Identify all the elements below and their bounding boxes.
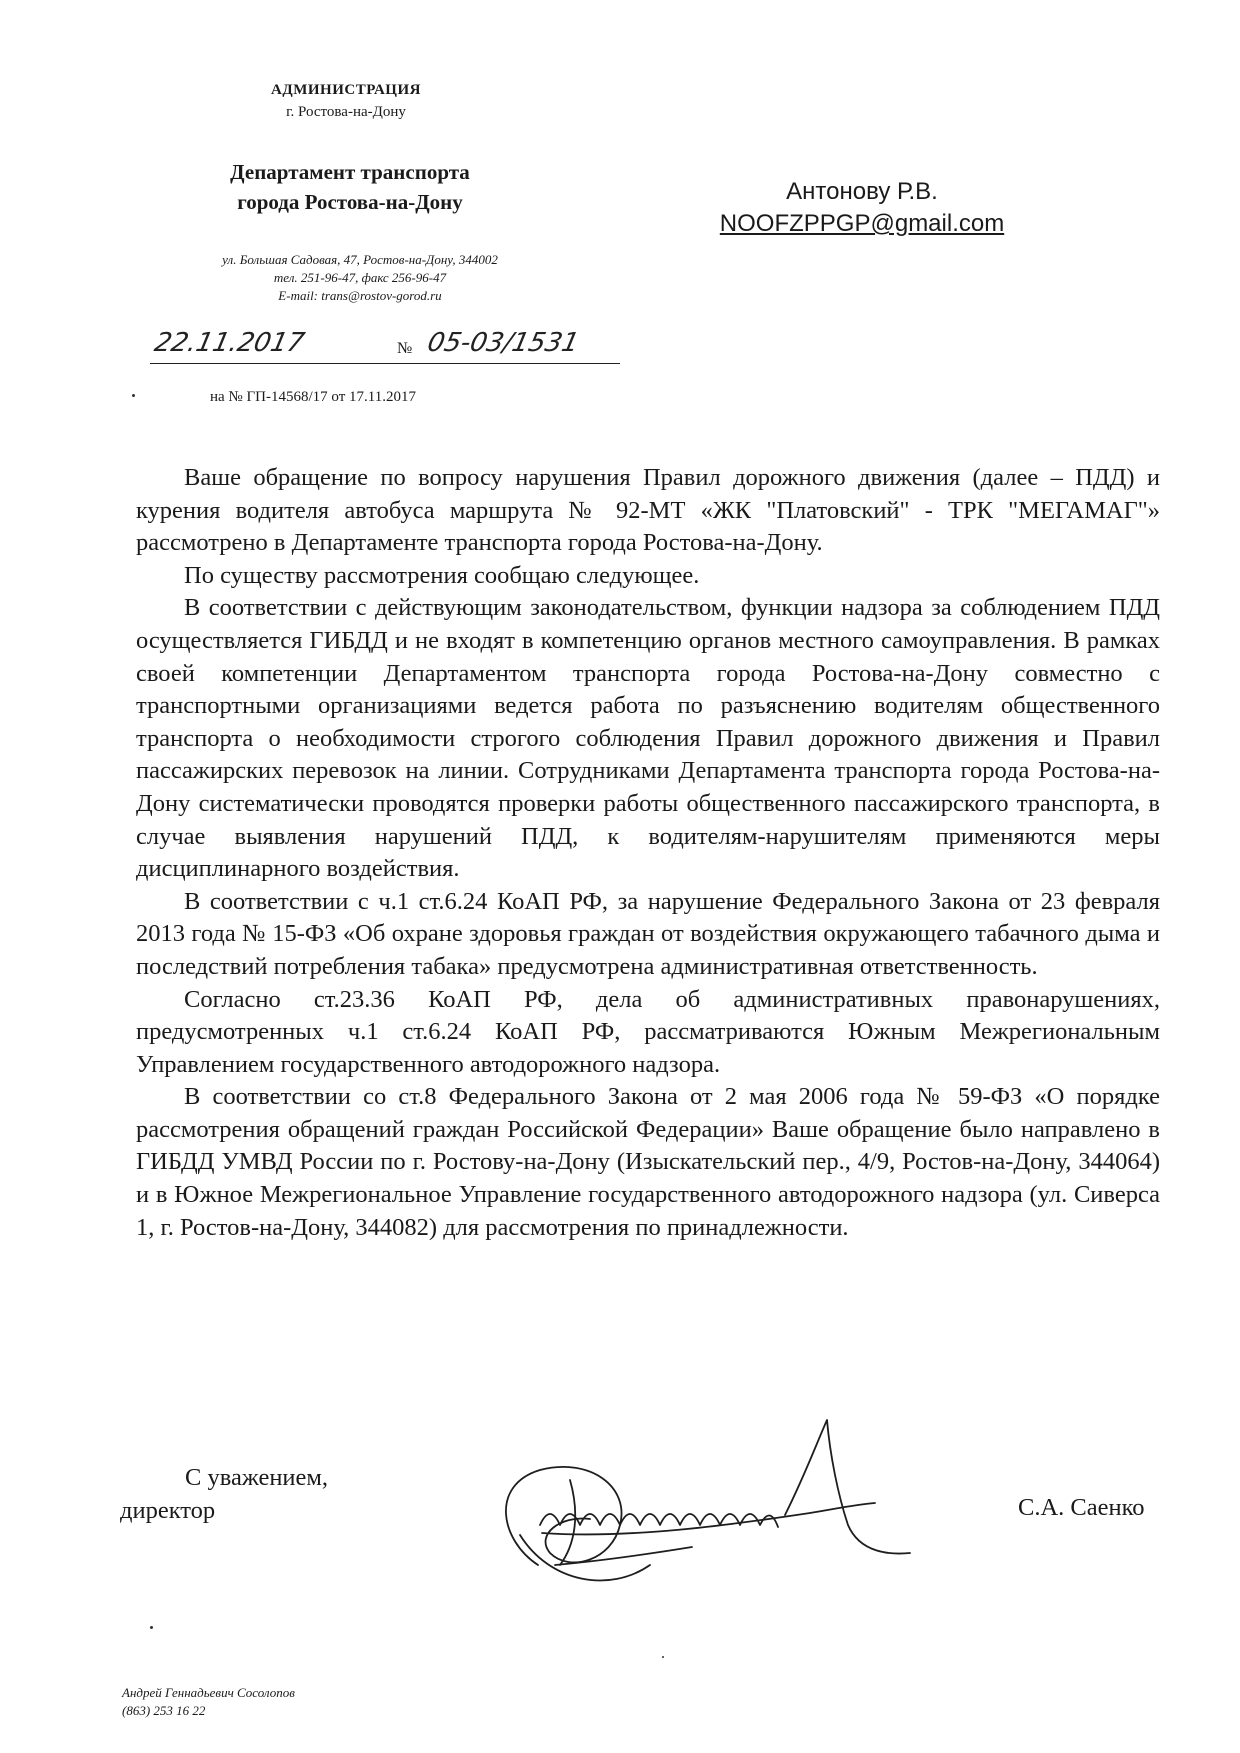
scan-speck bbox=[132, 394, 135, 397]
department-phones: тел. 251-96-47, факс 256-96-47 bbox=[273, 270, 447, 285]
registration-date: 22.11.2017 bbox=[151, 328, 308, 358]
registration-number-sign: № bbox=[397, 340, 413, 357]
department-name-line2: города Ростова-на-Дону bbox=[237, 190, 463, 214]
department-email: E-mail: trans@rostov-gorod.ru bbox=[278, 288, 442, 303]
executor-phone: (863) 253 16 22 bbox=[122, 1703, 206, 1718]
body-paragraph: В соответствии с действующим законодательством, функции надзора за соблюдением ПДД осуществляется ГИБДД и не входят в компетенцию органов местного самоуправления. В рамках своей компетенции Департаментом транспорта города Ростова-на-Дону совместно с транспортными организациями ведется работа по разъяснению водителям общественного транспорта о необходимости строгого соблюдения Правил дорожного движения и Правил пассажирских перевозок на линии. Сотрудниками Департамента транспорта города Ростова-на-Дону систематически проводятся проверки работы общественного пассажирского транспорта, в случае выявления нарушений ПДД, к водителям-нарушителям применяются меры дисциплинарного воздействия. bbox=[136, 594, 1160, 883]
signer-position: директор bbox=[120, 1497, 216, 1524]
scan-speck bbox=[662, 1656, 664, 1658]
letter-body bbox=[136, 462, 1160, 1244]
body-paragraph: В соответствии с ч.1 ст.6.24 КоАП РФ, за нарушение Федерального Закона от 23 февраля 2013 года № 15-ФЗ «Об охране здоровья граждан от воздействия окружающего табачного дыма и последствий потребления табака» предусмотрена административная ответственность. bbox=[136, 887, 1160, 980]
department-name-line1: Департамент транспорта bbox=[230, 160, 470, 184]
addressee-email: NOOFZPPGP@gmail.com bbox=[719, 210, 1005, 237]
body-paragraph: В соответствии со ст.8 Федерального Закона от 2 мая 2006 года № 59-ФЗ «О порядке рассмотрения обращений граждан Российской Федерации» Ваше обращение было направлено в ГИБДД УМВД России по г. Ростову-на-Дону (Изыскательский пер., 4/9, Ростов-на-Дону, 344064) и в Южное Межрегиональное Управление государственного автодорожного надзора (ул. Сиверса 1, г. Ростов-на-Дону, 344082) для рассмотрения по принадлежности. bbox=[136, 1083, 1160, 1241]
body-paragraph: Ваше обращение по вопросу нарушения Правил дорожного движения (далее – ПДД) и курения водителя автобуса маршрута № 92-МТ «ЖК "Платовский" - ТРК "МЕГАМАГ"» рассмотрено в Департаменте транспорта города Ростова-на-Дону. bbox=[136, 464, 1160, 557]
body-paragraph: По существу рассмотрения сообщаю следующее. bbox=[184, 561, 700, 589]
department-address: ул. Большая Садовая, 47, Ростов-на-Дону, 344002 bbox=[222, 252, 498, 267]
closing-phrase: С уважением, bbox=[185, 1464, 329, 1491]
scan-speck bbox=[150, 1626, 153, 1629]
registration-number: 05-03/1531 bbox=[424, 328, 582, 358]
organization-city: г. Ростова-на-Дону bbox=[286, 104, 406, 120]
signer-name: С.А. Саенко bbox=[1018, 1494, 1145, 1521]
executor-name: Андрей Геннадьевич Сосолопов bbox=[122, 1685, 295, 1700]
reply-reference: на № ГП-14568/17 от 17.11.2017 bbox=[210, 389, 416, 405]
body-paragraph: Согласно ст.23.36 КоАП РФ, дела об административных правонарушениях, предусмотренных ч.1 ст.6.24 КоАП РФ, рассматриваются Южным Межрегиональным Управлением государственного автодорожного надзора. bbox=[136, 985, 1160, 1078]
addressee-name: Антонову Р.В. bbox=[786, 178, 938, 205]
handwritten-signature bbox=[480, 1415, 920, 1625]
organization-title: АДМИНИСТРАЦИЯ bbox=[271, 82, 421, 98]
